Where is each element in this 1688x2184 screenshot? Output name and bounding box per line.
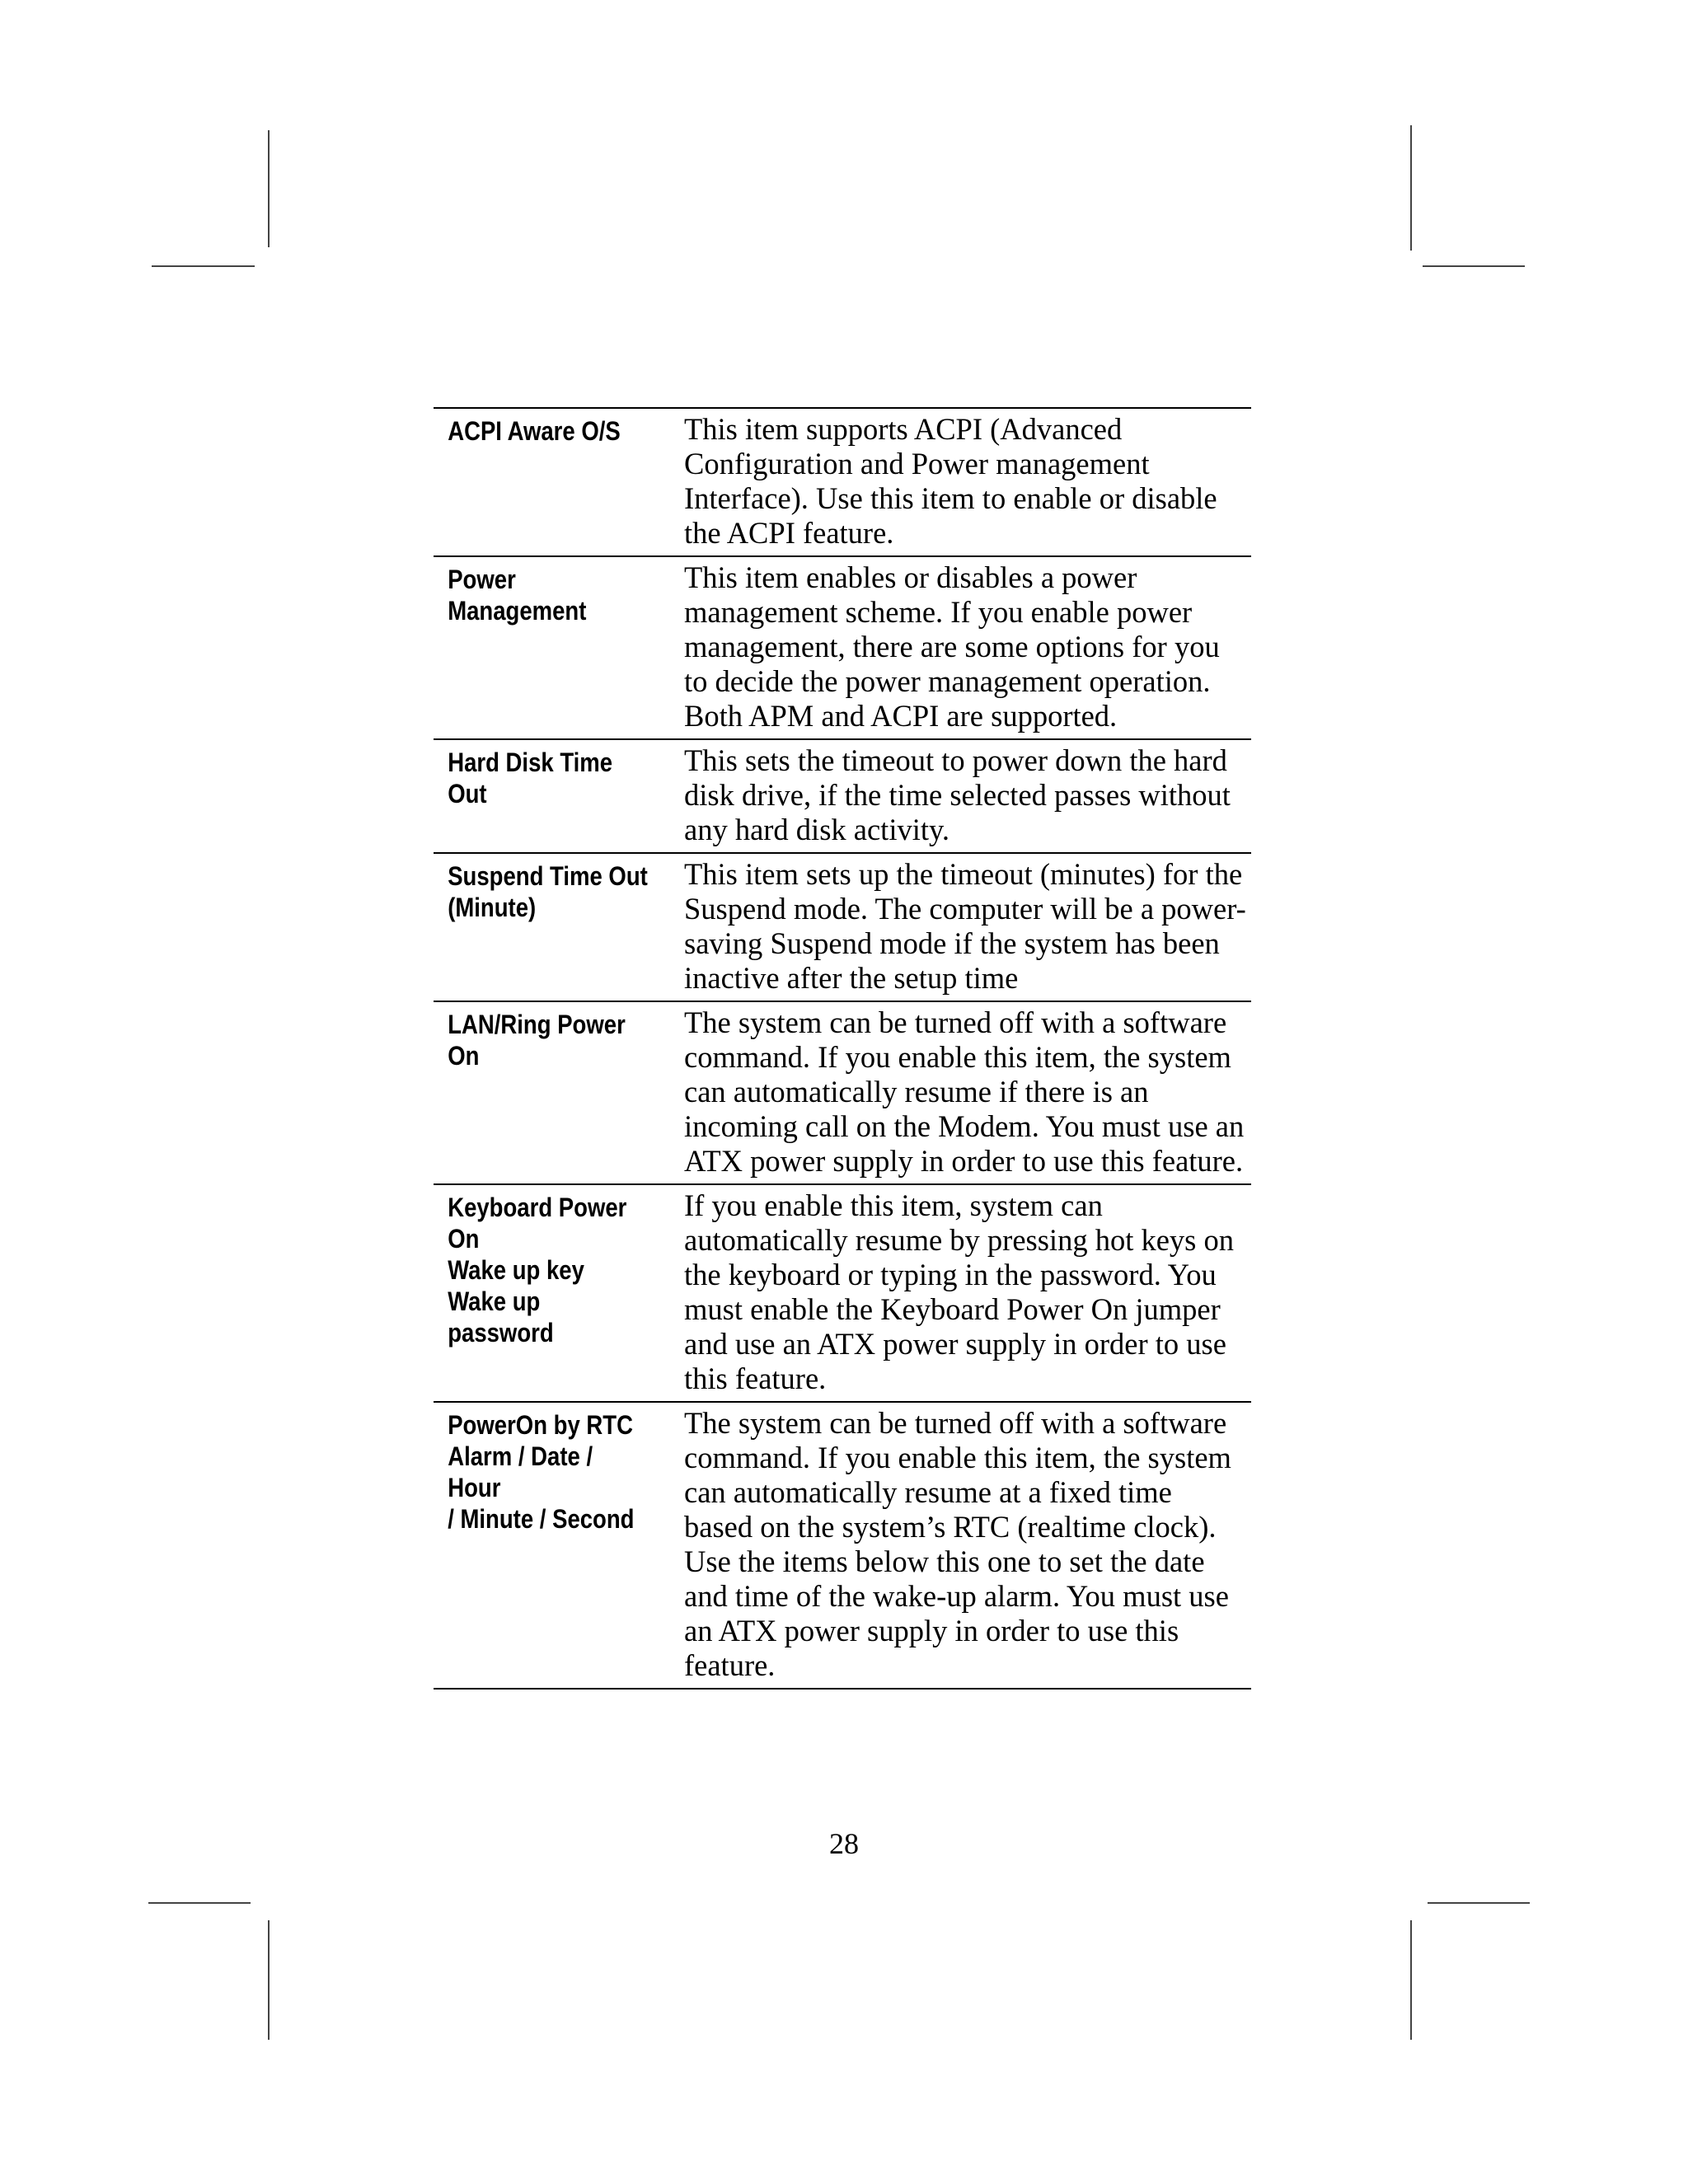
table-row	[434, 854, 1251, 1002]
item-name: Power Management	[448, 565, 587, 626]
item-name: Hard Disk Time Out	[448, 748, 613, 808]
item-description: The system can be turned off with a software command. If you enable this item, the system can automatically resume at a fixed time based on the system’s RTC (realtime clock). Use the items below this one to set the date and time of the wake-up alarm. You must use an ATX power supply in order to use this feature.	[684, 1406, 1231, 1682]
table-row	[434, 1403, 1251, 1690]
page-number: 28	[829, 1827, 859, 1860]
item-name: Suspend Time Out (Minute)	[448, 861, 648, 922]
crop-mark	[1423, 265, 1525, 267]
item-description: The system can be turned off with a software command. If you enable this item, the system can automatically resume if there is an incoming call on the Modem. You must use an ATX power supply in order to use this feature.	[684, 1005, 1245, 1178]
table-row	[434, 557, 1251, 740]
crop-mark	[268, 1920, 270, 2040]
crop-mark	[152, 265, 255, 267]
item-description: This sets the timeout to power down the hard disk drive, if the time selected passes without any hard disk activity.	[684, 743, 1231, 846]
crop-mark	[148, 1902, 251, 1904]
table-row	[434, 740, 1251, 854]
crop-mark	[1410, 1920, 1412, 2040]
item-name: Keyboard Power On Wake up key Wake up password	[448, 1193, 627, 1347]
crop-mark	[268, 130, 270, 247]
table-row	[434, 1185, 1251, 1403]
item-name: PowerOn by RTC Alarm / Date / Hour / Minute / Second	[448, 1410, 635, 1534]
table-row	[434, 1002, 1251, 1185]
item-name: LAN/Ring Power On	[448, 1010, 626, 1071]
crop-mark	[1410, 125, 1412, 251]
item-description: This item sets up the timeout (minutes) for the Suspend mode. The computer will be a power-saving Suspend mode if the system has been inactive after the setup time	[684, 857, 1246, 995]
item-name: ACPI Aware O/S	[448, 416, 621, 446]
item-description: This item supports ACPI (Advanced Configuration and Power management Interface). Use this item to enable or disable the ACPI feature.	[684, 412, 1217, 550]
table-row	[434, 409, 1251, 557]
crop-mark	[1428, 1902, 1530, 1904]
item-description: If you enable this item, system can automatically resume by pressing hot keys on the keyboard or typing in the password. You must enable the Keyboard Power On jumper and use an ATX power supply in order to use this feature.	[684, 1188, 1234, 1395]
settings-table	[434, 407, 1251, 1690]
item-description: This item enables or disables a power management scheme. If you enable power management, there are some options for you to decide the power management operation. Both APM and ACPI are supported.	[684, 560, 1220, 733]
